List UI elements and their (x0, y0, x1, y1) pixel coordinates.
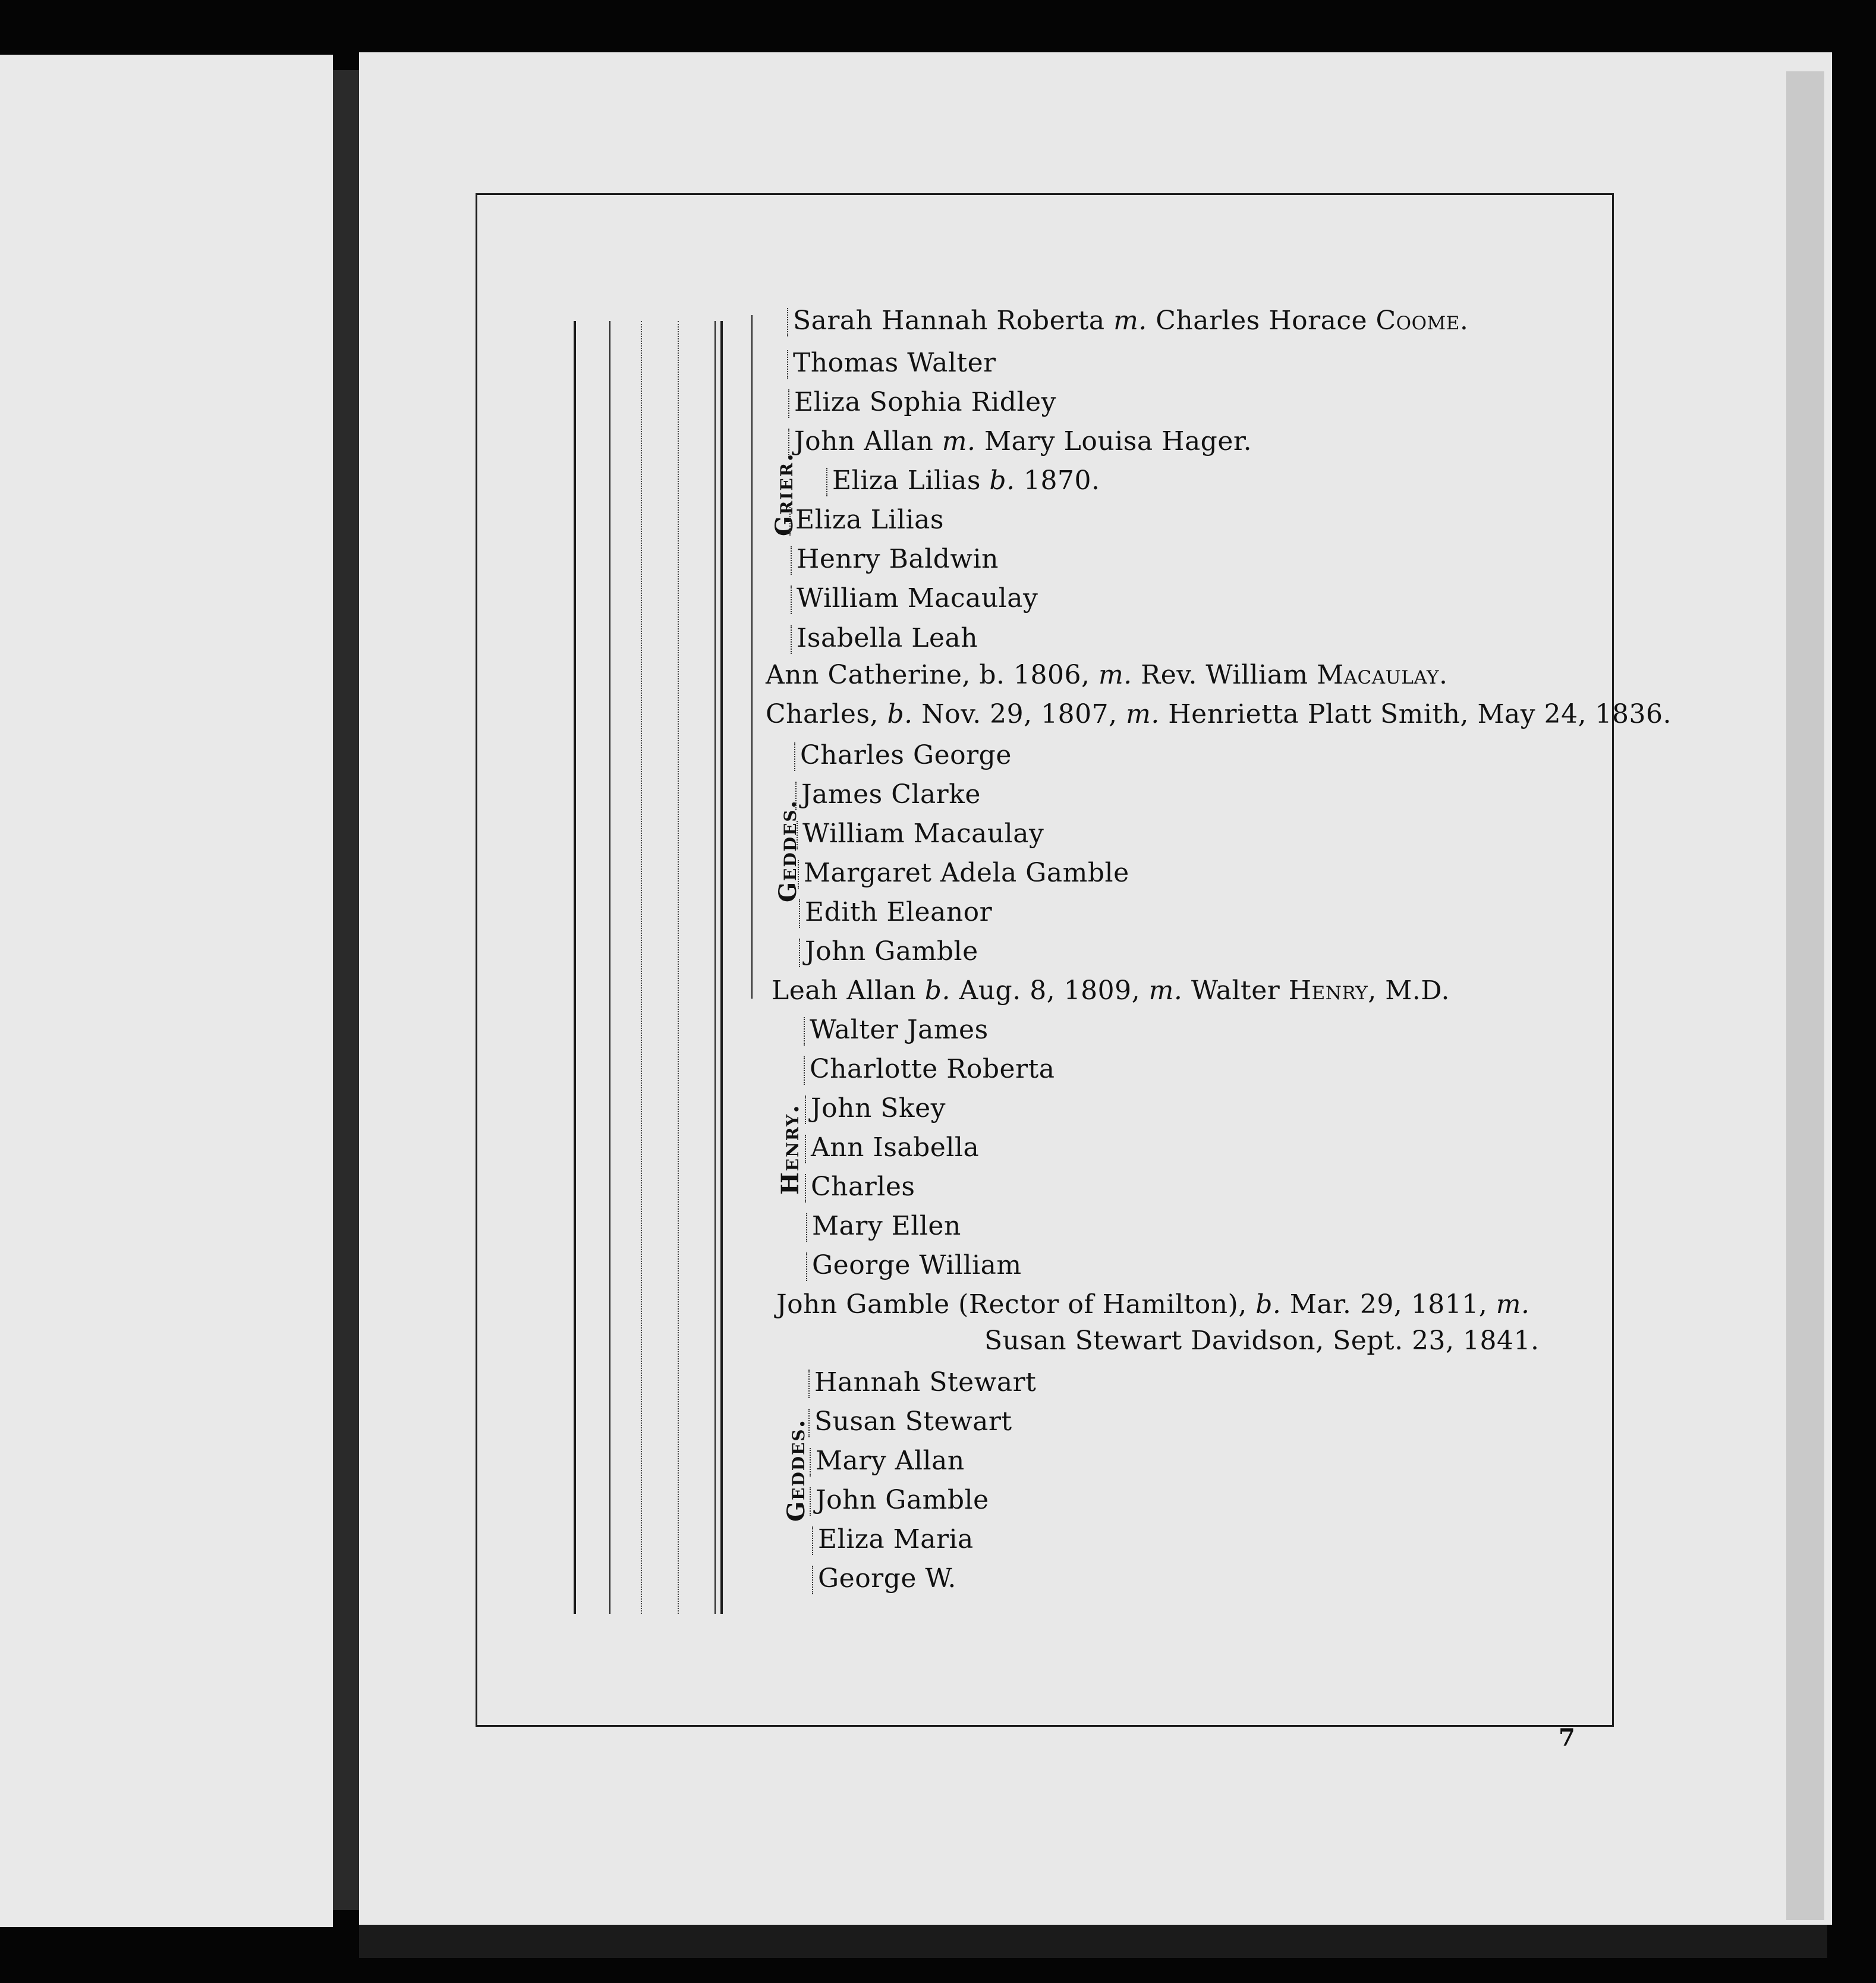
geddes2-child: Hannah Stewart (814, 1367, 1037, 1397)
grier-line-4: John Allan m. Mary Louisa Hager. (794, 426, 1252, 457)
left-page (0, 55, 333, 1927)
grier-line-9: Isabella Leah (797, 623, 978, 653)
henry-child: Charlotte Roberta (810, 1054, 1055, 1084)
geddes1-child: Edith Eleanor (805, 897, 993, 927)
page-bottom-shadow (359, 1925, 1827, 1958)
page-number: 7 (1559, 1724, 1575, 1752)
ann-catherine-line: Ann Catherine, b. 1806, m. Rev. William Macaulay. (766, 660, 1448, 690)
henry-child: Mary Ellen (812, 1211, 961, 1241)
lineage-rule (751, 315, 753, 999)
geddes2-child: George W. (818, 1563, 956, 1594)
grier-grandchild: Eliza Lilias b. 1870. (832, 465, 1100, 496)
henry-child: Walter James (810, 1015, 989, 1045)
geddes1-child: John Gamble (805, 936, 978, 967)
geddes1-child: William Macaulay (802, 819, 1044, 849)
grier-line-6: Eliza Lilias (795, 505, 944, 535)
geddes2-child: John Gamble (816, 1485, 989, 1515)
family-label-grier: Grier. (770, 452, 798, 536)
john-gamble-continuation: Susan Stewart Davidson, Sept. 23, 1841. (984, 1326, 1540, 1356)
henry-child: Charles (811, 1172, 915, 1202)
geddes1-child: Charles George (800, 740, 1012, 770)
lineage-rule (714, 321, 716, 1614)
lineage-rule (720, 321, 723, 1614)
grier-line-2: Thomas Walter (793, 348, 996, 378)
grier-line-7: Henry Baldwin (797, 544, 999, 574)
john-gamble-line: John Gamble (Rector of Hamilton), b. Mar. 29, 1811, m. (776, 1289, 1530, 1320)
family-label-henry: Henry. (776, 1103, 804, 1195)
henry-child: George William (812, 1250, 1022, 1280)
family-label-geddes: Geddes. (782, 1418, 810, 1522)
henry-child: Ann Isabella (811, 1132, 980, 1163)
geddes2-child: Susan Stewart (814, 1406, 1012, 1437)
geddes2-child: Eliza Maria (818, 1524, 974, 1554)
lineage-rule (641, 321, 642, 1614)
book-gutter (333, 70, 359, 1910)
family-label-geddes: Geddes. (774, 799, 802, 902)
grier-line-1: Sarah Hannah Roberta m. Charles Horace Coome. (793, 306, 1469, 336)
lineage-rule (609, 321, 610, 1614)
genealogy-frame (476, 193, 1614, 1727)
charles-line: Charles, b. Nov. 29, 1807, m. Henrietta Platt Smith, May 24, 1836. (766, 699, 1672, 729)
geddes1-child: James Clarke (801, 779, 981, 810)
page-edge (1786, 71, 1824, 1920)
grier-line-3: Eliza Sophia Ridley (794, 387, 1056, 417)
lineage-rule (678, 321, 679, 1614)
henry-child: John Skey (811, 1093, 946, 1123)
geddes2-child: Mary Allan (816, 1446, 965, 1476)
grier-line-8: William Macaulay (797, 583, 1038, 613)
geddes1-child: Margaret Adela Gamble (804, 858, 1129, 888)
lineage-rule (574, 321, 576, 1614)
leah-allan-line: Leah Allan b. Aug. 8, 1809, m. Walter Henry, M.D. (772, 975, 1450, 1006)
